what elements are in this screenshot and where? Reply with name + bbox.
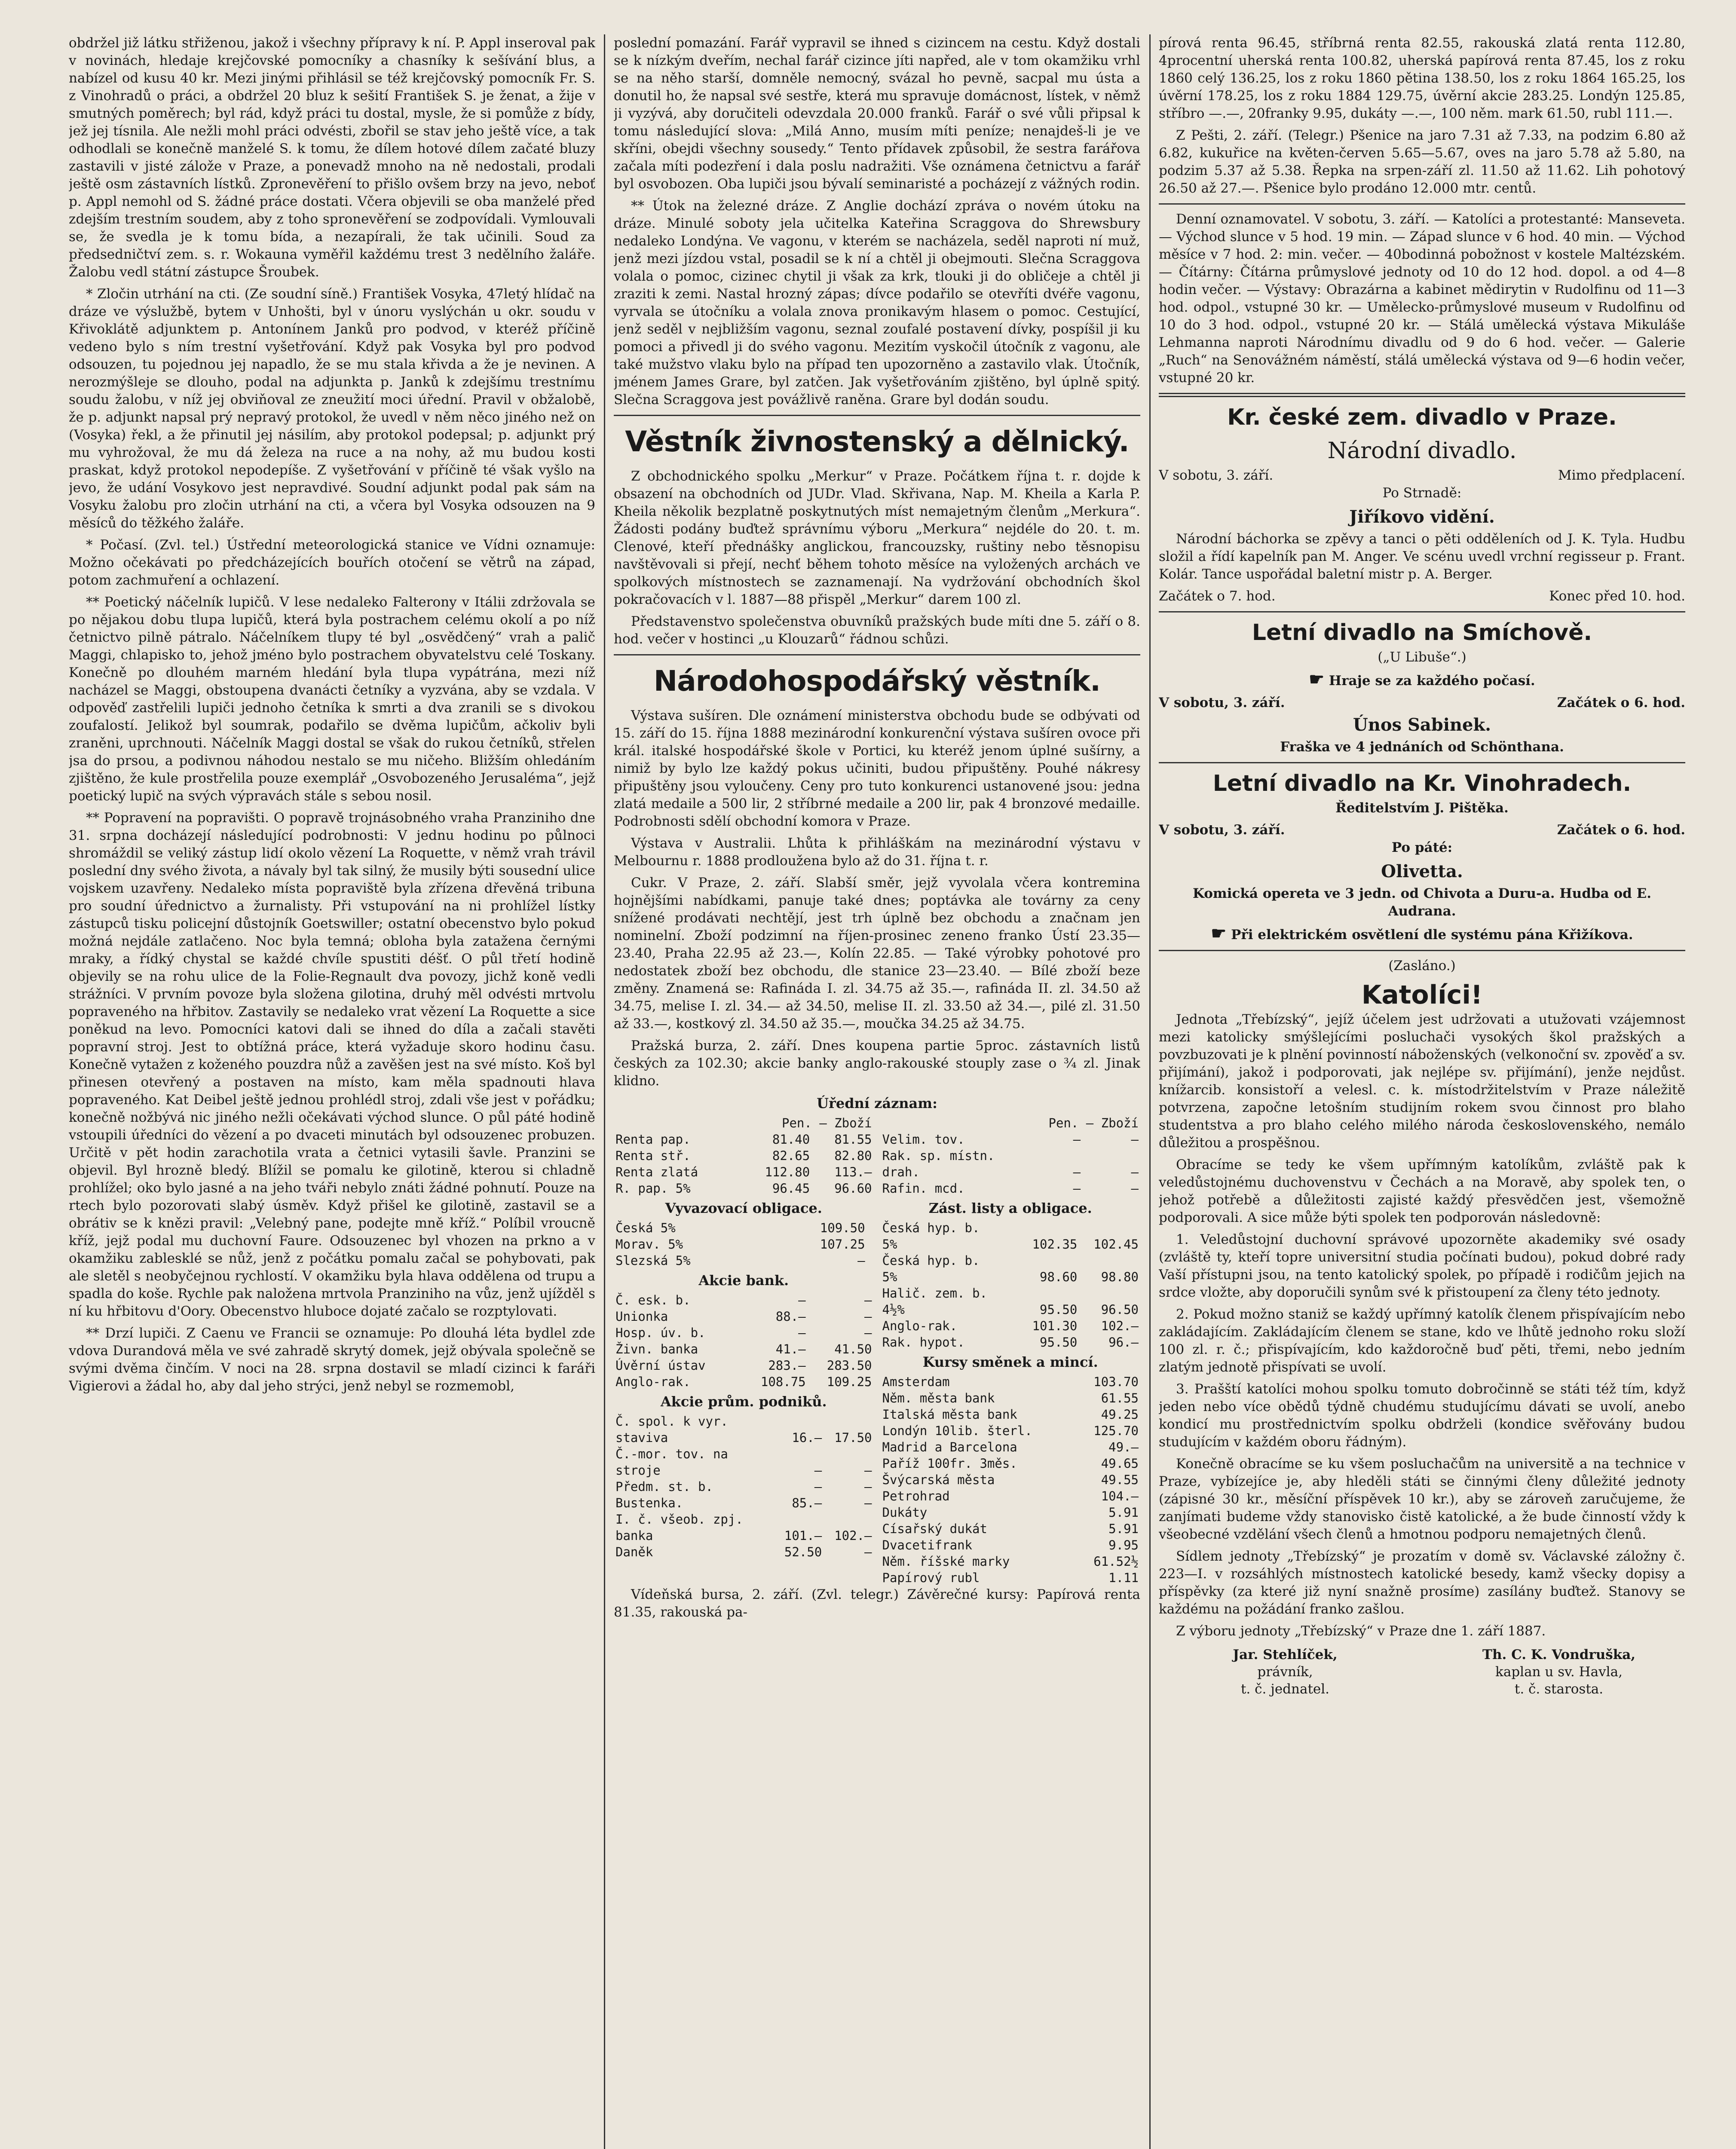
table-row: Něm. města bank 61.55 bbox=[882, 1391, 1139, 1405]
theatre-run: Po Strnadě: bbox=[1382, 485, 1462, 501]
article-drzi-lupici: ** Drzí lupiči. Z Caenu ve Francii se oznamuje: Po dlouhá léta bydlel zde vdova Durandová měla ve své zahradě skrytý domek, jejž obývala společně se svými dvěma činčím. V noci na 28. srpna dostavil se mladí cizinci k faráři Vigierovi a žádal ho, aby dal jeho strýci, jenž nebyl se rozmemobl, bbox=[69, 1326, 595, 1394]
table-row: Dvacetifrank 9.95 bbox=[882, 1538, 1139, 1552]
article-lupici: ** Poetický náčelník lupičů. V lese nedaleko Falterony v Itálii zdržovala se po nějakou dobu tlupa lupičů, která byla postrachem celému okolí a po níž četnictvo pilně pátralo. Náčelníkem tlupy té byl „osvědčený“ vrah a palič Maggi, chlapisko to, jehož jméno bylo postrachem obyvatelstvu celé Toskany. Konečně po dlouhém marném hledání byla tlupa vypátrána, mezi níž nacházel se Maggi, obstoupena dvanácti četníky a vyzvána, aby se vzdala. V odpověď zastřelili lupiči jednoho četníka k smrti a dva zranili se s divokou zoufalostí. Jelikož byl soumrak, podařilo se dvěma lupičům, ačkoliv byli zraněni, uprchnouti. Náčelník Maggi dostal se však do rukou četníků, střelen jsa do prsou, a podivnou náhodou nestalo se mu ničeho. Bližším ohledáním zjištěno, že kule prostřelila pouze exemplář „Osvobozeného Jerusaléma“, jejž poetický lupič na svých výpravách stále s sebou nosil. bbox=[69, 594, 595, 804]
article-australie: Výstava v Australii. Lhůta k přihláškám na mezinárodní výstavu v Melbournu r. 1888 prodloužena bylo až do 31. října t. r. bbox=[614, 836, 1140, 869]
appeal-text: 2. Pokud možno staniž se každý upřímný katolík členem přispívajícím nebo zakládajícím. Zakládajícím členem se stane, kdo ve lhůtě jednoho roku složí 100 zl. r. č.; přispívajícím, kdo každoročně buď pěti, třemi, nebo jedním zlatým jednotě přispívati se uvolí. bbox=[1159, 1307, 1685, 1375]
table-row: Císařský dukát 5.91 bbox=[882, 1521, 1139, 1536]
theatre-vinohrady-date-row bbox=[1159, 821, 1685, 839]
divider bbox=[1159, 203, 1685, 205]
table-row: banka 101.— 102.— bbox=[615, 1528, 872, 1543]
theatre-run: Po páté: bbox=[1391, 840, 1453, 855]
article-text: pírová renta 96.45, stříbrná renta 82.55, rakouská zlatá renta 112.80, 4procentní uherská renta 100.82, uherská papírová renta 87.45, los z roku 1860 celý 136.25, los z roku 1860 pětina 138.50, los z roku 1864 165.25, los úvěrní 178.25, los z roku 1884 129.75, úvěrní akcie 283.25. Londýn 125.85, stříbro —.—, 20franky 9.95, dukáty —.—, 100 něm. mark 61.50, rubl 111.—. bbox=[1159, 35, 1685, 121]
appeal-text: 1. Veledůstojní duchovní správové upozorněte akademiky své osady (zvláště ty, kteří topre universitní studia počínati budou), pokud dobré rady Vaší přístupni jsou, na tento katolický spolek, po případě i rodičům jejich na srdce vložte, aby doporučili synům své k přistoupení za členy této jednoty. bbox=[1159, 1232, 1685, 1300]
signature bbox=[1159, 1646, 1411, 1698]
table-row: Morav. 5% 107.25 bbox=[615, 1237, 865, 1252]
table-row: I. č. všeob. zpj. bbox=[615, 1512, 743, 1527]
table-row: Č. esk. b. — — bbox=[615, 1293, 872, 1307]
section-title-narod: Národohospodářský věstník. bbox=[653, 664, 1101, 698]
table-row: Dukáty 5.91 bbox=[882, 1505, 1139, 1520]
table-row: Č.-mor. tov. na bbox=[615, 1447, 728, 1461]
column-3 bbox=[1159, 34, 1685, 2149]
theatre-date: V sobotu, 3. září. bbox=[1159, 822, 1285, 838]
article-zlocin: * Zločin utrhání na cti. (Ze soudní síně.) František Vosyka, 47letý hlídač na dráze ve výslužbě, bytem v Unhošti, byl v únoru vyslýchán u okr. soudu v Křivoklátě adjunktem p. Antonínem Janků pro podvod, v kteréž příčině vedeno bylo s ním trestní vyšetřování. Když pak Vosyka byl pro podvod odsouzen, tu pojednou jej napadlo, že se mu stala křivda a že je nevinen. A nerozmýšleje se dlouho, podal na adjunkta p. Janků k zdejšímu trestnímu soudu žalobu, v níž jej obviňoval ze zneužití moci úřední. Pravil v obžalobě, že p. adjunkt napsal prý nepravý protokol, že uvedl v něm něco jiného než on (Vosyka) řekl, a že přinutil jej násilím, aby protokol podepsal; p. adjunkt prý mu vyhrožoval, že mu dá železa na ruce a na nohy, až mu budou kosti praskat, když protokol nepodepíše. Z vyšetřování v příčině té však vyšlo na jevo, že udání Vosykovo jest nepravdivé. Soudní adjunkt podal pak sám na Vosyku žalobu pro zločin utrhání na cti, a včera byl Vosyka odsouzen na 9 měsíců do těžkého žaláře. bbox=[69, 286, 595, 531]
article-burza: Pražská burza, 2. září. Dnes koupena partie 5proc. zástavních listů českých za 102.30; akcie banky anglo-rakouské stouply zase o ¾ zl. Jinak klidno. bbox=[614, 1038, 1140, 1089]
appeal-text: Sídlem jednoty „Třebízský“ je prozatím v domě sv. Václavské záložny č. 223—I. v rozsáhlých místnostech katolické besedy, kamž všecky dopisy a příspěvky (za které již nyní snažně prosíme) zasílány buďtež. Stanovy se každému na požádání franko zašlou. bbox=[1159, 1549, 1685, 1617]
table-row: R. pap. 5% 96.45 96.60 bbox=[615, 1181, 872, 1196]
pointing-hand-icon: ☛ bbox=[1211, 923, 1227, 943]
play-description: Národní báchorka se zpěvy a tanci o pěti odděleních od J. K. Tyla. Hudbu složil a řídí kapelník pan M. Anger. Ve scénu uvedl vrchní regisseur p. Frant. Kolár. Tance uspořádal baletní mistr p. A. Berger. bbox=[1159, 531, 1685, 582]
table-row: Velim. tov. — — bbox=[882, 1132, 1139, 1147]
table-row: Amsterdam 103.70 bbox=[882, 1375, 1139, 1389]
signature-name: Jar. Stehlíček, bbox=[1233, 1647, 1338, 1662]
table-row: stroje — — bbox=[615, 1463, 872, 1478]
table-header: Pen. — Zboží bbox=[781, 1116, 872, 1130]
signature-role: t. č. jednatel. bbox=[1240, 1681, 1330, 1697]
theatre-vinohrady-title: Letní divadlo na Kr. Vinohradech. bbox=[1212, 771, 1632, 796]
article-pest: Z Pešti, 2. září. (Telegr.) Pšenice na jaro 7.31 až 7.33, na podzim 6.80 až 6.82, kukuřice na květen-červen 5.65—5.67, oves na jaro 5.78 až 5.80, na podzim 5.37 až 5.38. Řepka na srpen-září zl. 11.50 až 11.62. Lih pohotový 26.50 až 27.—. Pšenice bylo prodáno 12.000 mtr. centů. bbox=[1159, 128, 1685, 196]
table-row: Česká 5% 109.50 bbox=[615, 1221, 865, 1235]
play-start: Začátek o 7. hod. bbox=[1159, 588, 1276, 604]
table-row: 5% 98.60 98.80 bbox=[882, 1270, 1139, 1284]
market-left bbox=[614, 1115, 874, 1586]
pointing-hand-icon: ☛ bbox=[1309, 669, 1325, 689]
theatre-header: Kr. české zem. divadlo v Praze. bbox=[1227, 404, 1617, 430]
table-row: Slezská 5% — bbox=[615, 1253, 865, 1268]
section-label-zaslano: (Zasláno.) bbox=[1388, 958, 1456, 973]
table-row: 5% 102.35 102.45 bbox=[882, 1237, 1139, 1252]
table-row: Bustenka. 85.— — bbox=[615, 1496, 872, 1510]
table-row: Česká hyp. b. bbox=[882, 1221, 980, 1235]
theatre-date: V sobotu, 3. září. bbox=[1159, 468, 1274, 483]
divider bbox=[1159, 762, 1685, 763]
table-row: Švýcarská města 49.55 bbox=[882, 1472, 1139, 1487]
table-row: Anglo-rak. 108.75 109.25 bbox=[615, 1375, 872, 1389]
table-row: staviva 16.— 17.50 bbox=[615, 1430, 872, 1445]
market-right bbox=[881, 1115, 1141, 1586]
table-row: Halič. zem. b. bbox=[882, 1286, 987, 1301]
table-heading: Úřední záznam: bbox=[817, 1095, 937, 1111]
appeal-text: 3. Prašští katolíci mohou spolku tomuto dobročinně se státi též tím, když jeden nebo více obědů týdně chudému studujícímu dávati se uvolí, anebo kondicí mu prostřednictvím spolku obdrželi (kondice svěřovány budou studujícím v každém oboru řádným). bbox=[1159, 1381, 1685, 1450]
table-row: Unionka 88.— — bbox=[615, 1309, 872, 1324]
table-row: Rak. hypot. 95.50 96.— bbox=[882, 1335, 1139, 1350]
table-row: Paříž 100fr. 3měs. 49.65 bbox=[882, 1456, 1139, 1471]
kurs-table bbox=[881, 1220, 1141, 1350]
table-row: Renta zlatá 112.80 113.— bbox=[615, 1165, 872, 1179]
theatre-note: Mimo předplacení. bbox=[1558, 468, 1685, 483]
newspaper-page bbox=[69, 34, 1685, 2149]
table-row: Rafin. mcd. — — bbox=[882, 1181, 1139, 1196]
table-row: Papírový rubl 1.11 bbox=[882, 1570, 1139, 1585]
kurs-table bbox=[614, 1413, 874, 1560]
table-row: drah. — — bbox=[882, 1165, 1139, 1179]
theatre-direction: Ředitelstvím J. Pištěka. bbox=[1335, 800, 1509, 816]
table-row: Daněk 52.50 — bbox=[615, 1545, 872, 1559]
column-1 bbox=[69, 34, 595, 2149]
appeal-text: Jednota „Třebízský“, jejíž účelem jest udržovati a utužovati vzájemnost mezi katolicky smýšlejícími posluchači vysokých škol pražských a povzbuzovati je k plnění povinností náboženských (velkonoční sv. zpověď a sv. přijímání), jakož i podporovati, jak nejlépe sv. přijímání), jenže nejdůst. knížarcib. konsistoří a velesl. c. k. místodržitelstvím v Praze náležitě potvrzena, započne letošním studijním rokem svou činnost pro blaho studentstva a pro blaho celého milého národa československého, nemálo důležitou a prospěšnou. bbox=[1159, 1012, 1685, 1151]
signature bbox=[1433, 1646, 1685, 1698]
play-title: Únos Sabinek. bbox=[1353, 715, 1491, 735]
table-row: Italská města bank 49.25 bbox=[882, 1407, 1139, 1422]
play-description: Fraška ve 4 jednáních od Schönthana. bbox=[1280, 739, 1564, 755]
table-row: Rak. sp. místn. bbox=[882, 1148, 995, 1163]
kurs-table bbox=[614, 1115, 874, 1197]
section-title-zivnost: Věstník živnostenský a dělnický. bbox=[625, 425, 1129, 458]
article-poprava: ** Popravení na popravišti. O popravě trojnásobného vraha Pranziniho dne 31. srpna docházejí následující podrobnosti: V jednu hodinu po půlnoci shromáždil se veliký zástup lidí okolo vězení La Roquette, v němž vrah trávil poslední dny svého života, a návaly byl tak silný, že musily býti sousední ulice vojskem uzavřeny. Nedaleko místa popraviště byla zřízena dřevěná tribuna pro soudní úřednictvo a žurnalisty. Při vstupování na ni prohlížel lístky zástupců tisku policejní důstojník Goetswiller; ostatní obecenstvo bylo pokud možná nejdále zatlačeno. Noc byla temná; obloha byla zatažena černými mraky, a řídký chystal se každé chvíle spustiti déšť. O půl třetí hodině objevily se na rohu ulice de la Folie-Regnault dva povozy, jichž koně vedli strážníci. V prvním povoze byla složena gilotina, druhý měl odvésti mrtvolu popraveného na hřbitov. Zastavily se nedaleko vrat vězení La Roquette a sice poněkud na levo. Pomocníci katovi dali se ihned do díla a začali stavěti popravní stroj. Jest to obtížná práce, která vyžaduje skoro hodinu času. Konečně vytažen z koženého pouzdra nůž a zavěšen jest na své místo. Koš byl přinesen otevřený a postaven na místo, kam měla spadnouti hlava popraveného. Kat Deibel ještě jednou prohlédl stroj, zdali vše jest v pořádku; konečně nožbývá nic jiného nežli očekávati východ slunce. O půl páté hodině vstoupili úředníci do vězení a po dvaceti minutách byl odsouzenec probuzen. Určitě v pět hodin zarachotila vrata a četnici vytasili šavle. Pranzini se objevil. Byl hrozně bledý. Blížil se pomalu ke gilotině, kterou si chladně prohlížel; oko bylo jasné a na jeho tváři nebylo znáti žádné pohnutí. Pouze na rtech bylo pozorovati slabý úsměv. Když přišel ke gilotině, zastavil se a obrátiv se k knězi pravil: „Velebný pane, podejte mně kříž.“ Políbil vroucně kříž, jejž podal mu duchovní Faure. Odsouzenec byl vhozen na prkno a v okamžiku zablesklé se nůž, jenž z počátku pomalu začal se pohybovati, pak ale sletěl s neobyčejnou rychlostí. V okamžiku byla hlava oddělena od trupu a spadla do koše. Rychle pak naložena mrtvola Pranziniho na vůz, jenž ujížděl s ní ku hřbitovu d'Oory. Obecenstvo hluboce dojaté začalo se rozptylovati. bbox=[69, 810, 595, 1319]
table-heading: Akcie prům. podniků. bbox=[660, 1393, 827, 1410]
divider bbox=[1159, 393, 1685, 397]
theatre-name: Národní divadlo. bbox=[1327, 438, 1517, 464]
kurs-table bbox=[881, 1374, 1141, 1586]
market-tables bbox=[614, 1115, 1140, 1586]
theatre-smichov-note-text: Hraje se za každého počasí. bbox=[1329, 673, 1535, 689]
play-description: Komická opereta ve 3 jedn. od Chivota a Duru-a. Hudba od E. Audrana. bbox=[1192, 886, 1652, 919]
play-title: Jiříkovo vidění. bbox=[1349, 507, 1495, 527]
theatre-date: V sobotu, 3. září. bbox=[1159, 695, 1285, 710]
appeal-text: Z výboru jednoty „Třebízský“ v Praze dne 1. září 1887. bbox=[1176, 1623, 1546, 1639]
table-heading: Kursy směnek a mincí. bbox=[922, 1354, 1098, 1370]
table-row: Renta pap. 81.40 81.55 bbox=[615, 1132, 872, 1147]
article-obuvnici: Představenstvo společenstva obuvníků pražských bude míti dne 5. září o 8. hod. večer v hostinci „u Klouzarů“ řádnou schůzi. bbox=[614, 614, 1140, 647]
table-row: Živn. banka 41.— 41.50 bbox=[615, 1342, 872, 1356]
table-header: Pen. — Zboží bbox=[1048, 1116, 1139, 1130]
theatre-lighting-text: Při elektrickém osvětlení dle systému pána Křižíkova. bbox=[1231, 927, 1633, 943]
appeal-title: Katolíci! bbox=[1361, 980, 1483, 1010]
play-title: Olivetta. bbox=[1381, 861, 1463, 882]
article-merkur: Z obchodnického spolku „Merkur“ v Praze. Počátkem října t. r. dojde k obsazení na obchodních od JUDr. Vlad. Skřivana, Nap. M. Kheila a Karla P. Kheila několik bezplatně poskytnutých míst nemajetným členům „Merkura“. Žádosti podány buďtež správnímu výboru „Merkura“ nejdéle do 20. t. m. Clenové, kteří přednášky anglickou, francouzsky, ruštiny nebo těsnopisu navštěvovali si přejí, nechť během tohoto měsíce na vyložených archách ve spolkových místnostech se zaznamenají. Na vydržování obchodních škol pokračovacích v l. 1887—88 přispěl „Merkur“ darem 100 zl. bbox=[614, 468, 1140, 607]
article-pocasi: * Počasí. (Zvl. tel.) Ústřední meteorologická stanice ve Vídni oznamuje: Možno očekávati po předcházejících bouřích otočení se větrů na západ, potom zachmuření a ochlazení. bbox=[69, 537, 595, 588]
play-start: Začátek o 6. hod. bbox=[1557, 695, 1685, 710]
table-row: Něm. říšské marky 61.52½ bbox=[882, 1554, 1139, 1569]
table-row: Hosp. úv. b. — — bbox=[615, 1326, 872, 1340]
table-row: Úvěrní ústav 283.— 283.50 bbox=[615, 1358, 872, 1373]
table-row: Č. spol. k vyr. bbox=[615, 1414, 728, 1429]
kurs-table bbox=[614, 1292, 874, 1390]
appeal-text: Obracíme se tedy ke všem upřímným katolíkům, zvláště pak k veledůstojnému duchovenstvu v Čechách a na Moravě, aby spolek ten, o jehož potřebě a důležitosti zajisté každý přesvědčen jest, všemožně podporovali. A sice může býti spolek ten podporován následovně: bbox=[1159, 1157, 1685, 1225]
signature-role: t. č. starosta. bbox=[1514, 1681, 1604, 1697]
theatre-lighting bbox=[1159, 924, 1685, 944]
theatre-smichov-title: Letní divadlo na Smíchově. bbox=[1252, 620, 1592, 646]
table-row: Londýn 10lib. šterl. 125.70 bbox=[882, 1423, 1139, 1438]
table-row: Anglo-rak. 101.30 102.— bbox=[882, 1319, 1139, 1333]
signature-name: Th. C. K. Vondruška, bbox=[1482, 1647, 1636, 1662]
table-heading: Zást. listy a obligace. bbox=[928, 1200, 1092, 1216]
divider bbox=[614, 415, 1140, 416]
column-rule bbox=[1149, 34, 1151, 2149]
article-denni-oznamovatel: Denní oznamovatel. V sobotu, 3. září. — Katolíci a protestanté: Manseveta. — Východ slunce v 5 hod. 19 min. — Západ slunce v 6 hod. 40 min. — Východ měsíce v 7 hod. 2: min. večer. — 40bodinná pobožnost v kostele Maltézském. — Čítárny: Čítárna průmyslové jednoty od 10 do 12 hod. dopol. a od 4—8 hodin večer. — Výstavy: Obrazárna a kabinet mědirytin v Rudolfinu od 11—3 hod. odpol., vstupné 30 kr. — Umělecko-průmyslové museum v Rudolfinu od 10 do 3 hod. odpol., vstupné 20 kr. — Stálá umělecká výstava Mikuláše Lehmanna naproti Národnímu divadlu od 9 do 6 hod. večer. — Galerie „Ruch“ na Senovážném náměstí, stálá umělecká výstava od 9—6 hodin večer, vstupné 20 kr. bbox=[1159, 211, 1685, 386]
column-rule bbox=[604, 34, 605, 2149]
column-2 bbox=[614, 34, 1140, 2149]
theatre-smichov-date-row bbox=[1159, 694, 1685, 712]
play-start: Začátek o 6. hod. bbox=[1557, 822, 1685, 838]
kurs-table bbox=[881, 1115, 1141, 1197]
table-heading: Vyvazovací obligace. bbox=[665, 1200, 822, 1216]
table-row: Předm. st. b. — — bbox=[615, 1479, 872, 1494]
table-row: Madrid a Barcelona 49.— bbox=[882, 1440, 1139, 1454]
divider bbox=[1159, 950, 1685, 951]
theatre-date-row bbox=[1159, 467, 1685, 484]
divider bbox=[1159, 611, 1685, 612]
theatre-smichov-sub: („U Libuše“.) bbox=[1378, 649, 1467, 665]
table-row: Česká hyp. b. bbox=[882, 1253, 980, 1268]
article-text: obdržel již látku střiženou, jakož i všechny přípravy k ní. P. Appl inseroval pak v novinách, hledaje krejčovské pomocníky a chasníky k sešívání blus, a nabízel od kusu 40 kr. Mezi jinými přihlásil se též krejčovský pomocník Fr. S. z Vinohradů o práci, a obdržel 20 bluz k sešití František S. je ženat, a žije v smutných poměrech; byl rád, když práci tu dostal, mysle, že si pomůže z bídy, jež jej tísnila. Ale nežli mohl práci odvésti, zbořil se stav jeho ještě více, a tak odhodlali se konečně manželé S. k tomu, že dílem hotové dílem začaté bluzy zastavili v jisté zálože v Praze, a ponevadž mnoho na ně nedostali, prodali ještě osm zástavních lístků. Zpronevěření to přišlo ovšem brzy na jevo, neboť p. Appl nemohl od S. žádné práce dostati. Včera objevili se oba manželé před zdejším trestním soudem, aby z toho spronevěření se zodpovídali. Vymlouvali se, že svedla je k tomu bída, a nezapírali, že tak učinili. Soud za předsedničtví zem. s. r. Wokauna vyměřil každému trest 3 nedělního žaláře. Žalobu vedl státní zástupce Šroubek. bbox=[69, 35, 595, 280]
article-videnska-bursa: Vídeňská bursa, 2. září. (Zvl. telegr.) Závěrečné kursy: Papírová renta 81.35, rakouská pa- bbox=[614, 1587, 1140, 1620]
table-row: 4½% 95.50 96.50 bbox=[882, 1302, 1139, 1317]
play-end: Konec před 10. hod. bbox=[1549, 588, 1685, 604]
article-text: poslední pomazání. Farář vypravil se ihned s cizincem na cestu. Když dostali se k nízkým dveřím, nechal farář cizince jíti napřed, ale v tom okamžiku vrhl se na něho starší, domněle nemocný, svázal ho pevně, sacpal mu ústa a donutil ho, že napsal své sestře, která mu spravuje domácnost, lístek, v němž ji vyzývá, aby doručiteli odevzdala 20.000 franků. Farář o své vůli připsal k tomu následující slova: „Milá Anno, musím míti peníze; nenajdeš-li je ve skříni, obejdi všechny sousedy.“ Tento přídavek způsobil, že sestra farářova začala míti podezření i dala poslu nadražiti. Vše oznámena četnictvu a farář byl osvobozen. Oba lupiči jsou bývalí seminaristé a pocházejí z vážných rodin. bbox=[614, 35, 1140, 192]
signature-role: kaplan u sv. Havla, bbox=[1495, 1664, 1623, 1680]
signatures bbox=[1159, 1646, 1685, 1698]
appeal-text: Konečně obracíme se ku všem posluchačům na universitě a na technice v Praze, vybízejíce je, aby hleděli státi se činnými členy důležité jednoty (zápisné 30 kr., měsíční příspěvek 10 kr.), aby se zároveň zaručujeme, že zanjímati budeme vždy stanovisko čistě katolické, a že bude činností vždy k všeobecné vzdělání všech členů a hmotnou podporu nemajetných členů. bbox=[1159, 1456, 1685, 1542]
table-row: Petrohrad 104.— bbox=[882, 1489, 1139, 1503]
theatre-smichov-note bbox=[1159, 670, 1685, 690]
table-heading: Akcie bank. bbox=[698, 1272, 789, 1289]
kurs-table bbox=[614, 1220, 874, 1269]
article-susiren: Výstava sušíren. Dle oznámení ministerstva obchodu bude se odbývati od 15. září do 15. října 1888 mezinárodní konkurenční výstava sušíren ovoce při král. italské hospodářské škole v Portici, ku kteréž jenom úplné sušírny, a nimiž by bylo lze každý pokus učiniti, budou připuštěny. Pouhé nákresy připuštěny jsou vyloučeny. Ceny pro tuto konkurenci ustanovené jsou: jedna zlatá medaile a 500 lir, 2 stříbrné medaile a 200 lir, pak 4 bronzové medaille. Podrobnosti sdělí obchodní komora v Praze. bbox=[614, 708, 1140, 829]
divider bbox=[614, 654, 1140, 655]
article-utok: ** Útok na železné dráze. Z Anglie dochází zpráva o novém útoku na dráze. Minulé soboty jela učitelka Kateřina Scraggova do Shrewsbury nedaleko Londýna. Ve vagonu, v kterém se nacházela, seděl naproti ní muž, jenž mezi jízdou vstal, posadil se k ní a chtěl ji obejmouti. Slečna Scraggova volala o pomoc, cizinec chytil ji však za krk, tlouki ji do obličeje a chtěl ji zraziti k zemi. Nastal hrozný zápas; dívce podařilo se otevříti dvéře vagonu, vyrvala se útočníku a volala znova pronikavým hlasem o pomoc. Cestující, jenž seděl v nejbližším vagonu, seznal zoufalé postavení dívky, pospíšil ji ku pomoci a přivedl ji do svého vagonu. Mezitím vyskočil útočník z vagonu, ale také mužstvo vlaku bylo na případ ten upozorněno a zastavilo vlak. Útočník, jménem James Grare, byl zatčen. Jak vyšetřováním zjištěno, byl úplně spitý. Slečna Scraggova jest povážlivě raněna. Grare byl dodán soudu. bbox=[614, 198, 1140, 407]
play-times bbox=[1159, 588, 1685, 605]
article-cukr: Cukr. V Praze, 2. září. Slabší směr, jejž vyvolala včera kontremina hojnějšími nabídkami, panuje také dnes; poptávka ale továrny za ceny snížené prodávati nechtějí, jest trh úplně bez obchodu a značnam jen nominelní. Zboží podzimní na říjen-prosinec zeneno franko Ústí 23.35—23.40, Praha 22.95 až 23.—, Kolín 22.85. — Také výrobky pohotové pro nedostatek zboží bez obchodu, dle stanice 23—23.40. — Bílé zboží beze změny. Znamená se: Rafináda I. zl. 34.75 až 35.—, rafináda II. zl. 34.50 až 34.75, melise I. zl. 34.— až 34.50, melise II. zl. 33.50 až 34.—, pilé zl. 31.50 až 33.—, kostkový zl. 34.50 až 35.—, moučka 34.25 až 34.75. bbox=[614, 875, 1140, 1032]
signature-role: právník, bbox=[1257, 1664, 1313, 1680]
table-row: Renta stř. 82.65 82.80 bbox=[615, 1148, 872, 1163]
